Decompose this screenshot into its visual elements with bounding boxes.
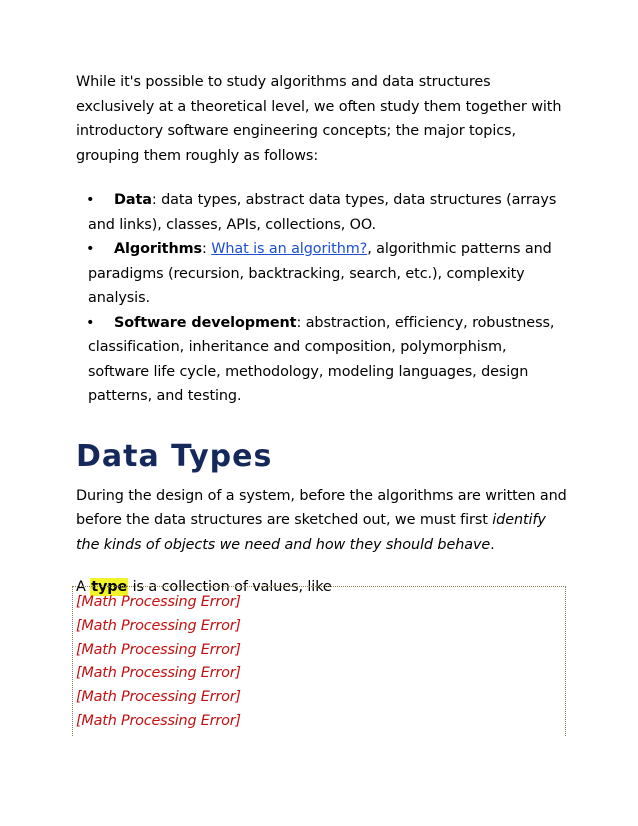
bullet-icon: • bbox=[86, 241, 95, 257]
bullet-icon: • bbox=[86, 192, 95, 208]
math-error: [Math Processing Error] bbox=[76, 641, 241, 658]
math-error: [Math Processing Error] bbox=[76, 617, 241, 634]
math-error: [Math Processing Error] bbox=[76, 594, 241, 610]
type-post: is a collection of values, like bbox=[128, 579, 332, 595]
math-error: [Math Processing Error] bbox=[76, 689, 241, 706]
desc-italic: identify the kinds of objects we need and how they should behave bbox=[76, 512, 546, 553]
list-item-algorithms bbox=[76, 237, 568, 311]
desc-plain: During the design of a system, before the algorithms are written and before the data structures are sketched out, we must first bbox=[76, 487, 567, 528]
math-error: [Math Processing Error] bbox=[76, 665, 241, 682]
type-highlight: type bbox=[91, 579, 128, 595]
section-description bbox=[76, 484, 568, 558]
section-heading: Data Types bbox=[76, 438, 273, 474]
term-separator: : bbox=[201, 241, 212, 257]
math-error: [Math Processing Error] bbox=[76, 712, 241, 729]
desc-algorithms: , algorithmic patterns and paradigms (recursion, backtracking, search, etc.), complexity analysis. bbox=[88, 241, 552, 306]
list-item-data bbox=[76, 188, 568, 237]
intro-paragraph: While it's possible to study algorithms and data structures exclusively at a theoretical level, we often study them together with introductory software engineering concepts; the major topics, grouping them roughly as follows: bbox=[76, 74, 562, 164]
term-data: Data bbox=[114, 192, 152, 208]
desc-data: : data types, abstract data types, data structures (arrays and links), classes, APIs, collections, OO. bbox=[88, 192, 557, 233]
bullet-icon: • bbox=[86, 314, 95, 331]
what-is-algorithm-link[interactable]: What is an algorithm? bbox=[211, 241, 368, 257]
topic-list bbox=[76, 188, 568, 409]
type-pre: A bbox=[76, 579, 91, 595]
term-algorithms: Algorithms bbox=[114, 241, 202, 257]
math-block bbox=[72, 586, 566, 736]
term-software-development: Software development bbox=[114, 314, 297, 331]
desc-end: . bbox=[490, 536, 495, 553]
document-page bbox=[76, 70, 568, 600]
list-item-software-development bbox=[76, 311, 568, 409]
desc-software-development: : abstraction, efficiency, robustness, classification, inheritance and composition, polymorphism, software life cycle, methodology, modeling languages, design patterns, and testing. bbox=[88, 314, 555, 404]
